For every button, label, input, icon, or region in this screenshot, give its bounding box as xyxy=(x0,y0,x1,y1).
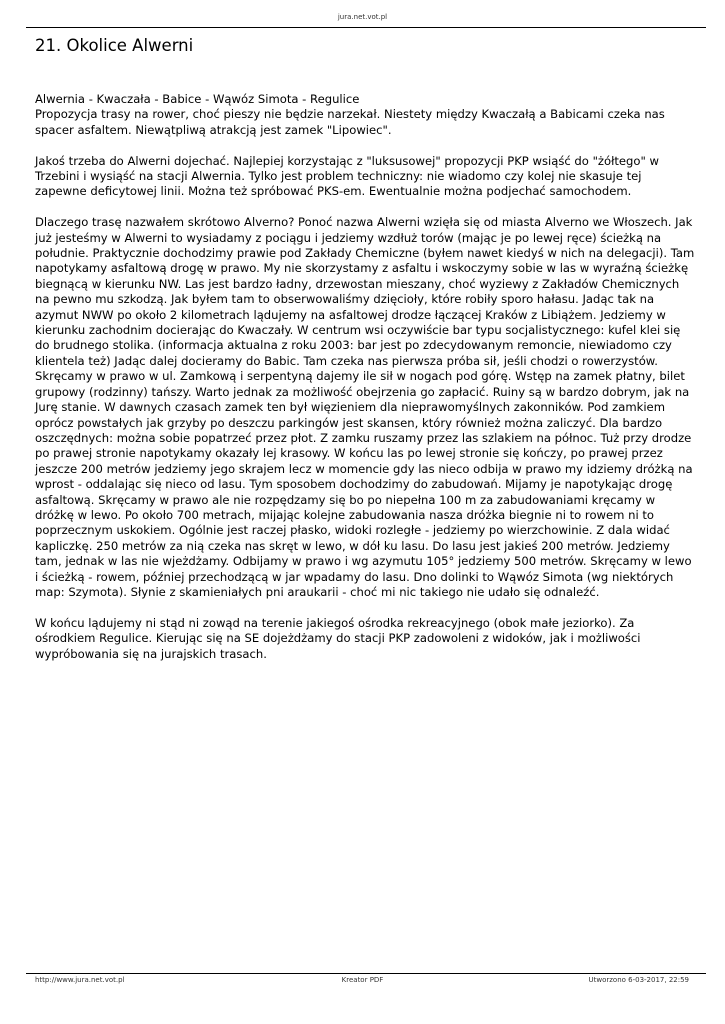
page-title: 21. Okolice Alwerni xyxy=(35,36,194,55)
route-line: Alwernia - Kwaczała - Babice - Wąwóz Simota - Regulice xyxy=(35,92,360,106)
footer-created: Utworzono 6-03-2017, 22:59 xyxy=(588,976,689,984)
intro-paragraph: Propozycja trasy na rower, choć pieszy nie będzie narzekał. Niestety między Kwaczałą a Babicami czeka nas spacer asfaltem. Niewątpliwą atrakcją jest zamek "Lipowiec". xyxy=(35,107,665,137)
article-body xyxy=(35,92,695,662)
header-divider xyxy=(26,27,706,28)
ending-paragraph: W końcu lądujemy ni stąd ni zowąd na terenie jakiegoś ośrodka rekreacyjnego (obok małe jeziorko). Za ośrodkiem Regulice. Kierując się na SE dojeżdżamy do stacji PKP zadowoleni z widoków, jak i możliwości wypróbowania się na jurajskich trasach. xyxy=(35,615,641,661)
footer-divider xyxy=(26,973,706,974)
footer-generator: Kreator PDF xyxy=(341,976,384,984)
site-header: jura.net.vot.pl xyxy=(337,13,388,21)
route-description-paragraph: Dlaczego trasę nazwałem skrótowo Alverno? Ponoć nazwa Alwerni wzięła się od miasta Alverno we Włoszech. Jak już jesteśmy w Alwerni to wysiadamy z pociągu i jedziemy wzdłuż torów (mając je po lewej ręce) ścieżką na południe. Praktycznie dochodzimy prawie pod Zakłady Chemiczne (byłem nawet kiedyś w nich na delegacji). Tam napotykamy asfaltową drogę w prawo. My nie skorzystamy z asfaltu i wskoczymy sobie w las w wyraźną ścieżkę biegnącą w kierunku NW. Las jest bardzo ładny, drzewostan mieszany, choć wyziewy z Zakładów Chemicznych na pewno mu szkodzą. Jak byłem tam to obserwowaliśmy dzięcioły, które robiły sporo hałasu. Jadąc tak na azymut NWW po około 2 kilometrach lądujemy na asfaltowej drodze łączącej Kraków z Libiążem. Jedziemy w kierunku zachodnim docierając do Kwaczały. W centrum wsi oczywiście bar typu socjalistycznego: kufel klei się do brudnego stolika. (informacja aktualna z roku 2003: bar jest po zdecydowanym remoncie, niewiadomo czy klientela też) Jadąc dalej docieramy do Babic. Tam czeka nas pierwsza próba sił, jeśli chodzi o rowerzystów. Skręcamy w prawo w ul. Zamkową i serpentyną dajemy ile sił w nogach pod górę. Wstęp na zamek płatny, bilet grupowy (rodzinny) tańszy. Warto jednak za możliwość obejrzenia go zapłacić. Ruiny są w bardzo dobrym, jak na Jurę stanie. W dawnych czasach zamek ten był więzieniem dla nieprawomyślnych zakonników. Pod zamkiem oprócz powstałych jak grzyby po deszczu parkingów jest skansen, który również można zaliczyć. Dla bardzo oszczędnych: można sobie popatrzeć przez płot. Z zamku ruszamy przez las szlakiem na północ. Tuż przy drodze po prawej stronie napotykamy okazały lej krasowy. W końcu las po lewej stronie się kończy, po prawej przez jeszcze 200 metrów jedziemy jego skrajem lecz w momencie gdy las nieco odbija w prawo my idziemy dróżką na wprost - oddalając się nieco od lasu. Tym sposobem dochodzimy do zabudowań. Mijamy je napotykając drogę asfaltową. Skręcamy w prawo ale nie rozpędzamy się bo po niepełna 100 m za zabudowaniami kręcamy w dróżkę w lewo. Po około 700 metrach, mijając kolejne zabudowania nasza dróżka biegnie ni to rowem ni to poprzecznym uskokiem. Ogólnie jest raczej płasko, widoki rozległe - jedziemy po wierzchowinie. Z dala widać kapliczkę. 250 metrów za nią czeka nas skręt w lewo, w dół ku lasu. Do lasu jest jakieś 200 metrów. Jedziemy tam, jednak w las nie wjeżdżamy. Odbijamy w prawo i wg azymutu 105° jedziemy 500 metrów. Skręcamy w lewo i ścieżką - rowem, później przechodzącą w jar wpadamy do lasu. Dno dolinki to Wąwóz Simota (wg niektórych map: Szymota). Słynie z skamieniałych pni araukarii - choć mi nic takiego nie udało się odnaleźć. xyxy=(35,215,695,599)
access-paragraph: Jakoś trzeba do Alwerni dojechać. Najlepiej korzystając z "luksusowej" propozycji PKP wsiąść do "żółtego" w Trzebini i wysiąść na stacji Alwernia. Tylko jest problem techniczny: nie wiadomo czy kolej nie skasuje tej zapewne deficytowej linii. Można też spróbować PKS-em. Ewentualnie można podjechać samochodem. xyxy=(35,153,660,199)
footer-url[interactable]: http://www.jura.net.vot.pl xyxy=(35,976,125,984)
